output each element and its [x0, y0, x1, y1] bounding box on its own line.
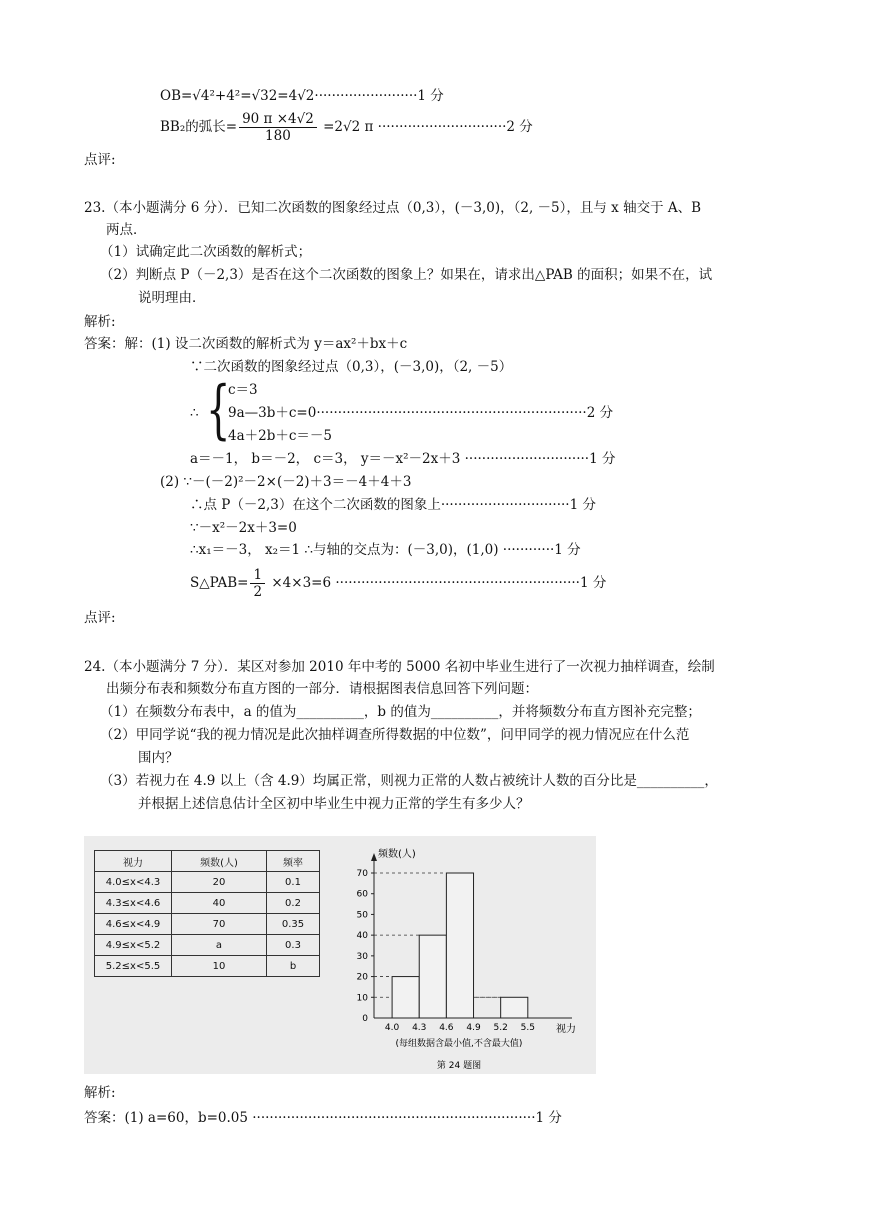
solution-score: ·····························1 分 [464, 451, 616, 467]
table-header: 频数(人) [172, 851, 267, 872]
q24-answer-score: ··································································1 分 [252, 1110, 562, 1126]
p2-line4-text: ∴x₁＝－3， x₂＝1 ∴与轴的交点为：(－3,0)，(1,0) [190, 542, 499, 558]
table-cell: b [267, 956, 320, 977]
q24-answer: 答案：(1) a=60，b=0.05 [84, 1110, 248, 1126]
table-cell: 10 [172, 956, 267, 977]
comment-2: 点评: [84, 610, 116, 626]
ob-score: ························1 分 [314, 88, 444, 104]
q23-part2b: 说明理由． [138, 290, 206, 306]
table-cell: 20 [172, 872, 267, 893]
chart-note: (每组数据含最小值,不含最大值) [395, 1039, 523, 1049]
y-tick-label: 70 [356, 869, 368, 879]
table-header: 频率 [267, 851, 320, 872]
arc-line [160, 110, 533, 144]
p2-line1: (2) ∵－(－2)²－2×(－2)＋3＝－4＋4＋3 [160, 474, 412, 490]
area-score: ·························································1 分 [335, 575, 607, 591]
q24-part2a: （2）甲同学说“我的视力情况是此次抽样调查所得数据的中位数”，问甲同学的视力情况应在什么范 [100, 727, 690, 743]
y-axis-arrow [371, 853, 377, 861]
arc-label: BB₂的弧长= [160, 119, 238, 135]
x-tick-label: 4.6 [439, 1023, 454, 1033]
table-row [95, 956, 320, 977]
q23-part1: （1）试确定此二次函数的解析式； [100, 244, 312, 260]
histogram-bar [419, 935, 446, 1018]
histogram-bar [392, 977, 419, 1018]
table-cell: 5.2≤x<5.5 [95, 956, 172, 977]
figure-24 [84, 836, 596, 1074]
table-cell: 4.6≤x<4.9 [95, 914, 172, 935]
area-rest: ×4×3=6 [271, 575, 332, 591]
table-header-row [95, 851, 320, 872]
eq1: c＝3 [228, 382, 258, 398]
table-cell: 70 [172, 914, 267, 935]
arc-fraction [239, 111, 317, 144]
p2-line4 [190, 541, 581, 559]
table-header: 视力 [95, 851, 172, 872]
table-cell: 0.3 [267, 935, 320, 956]
histogram-bar [446, 873, 473, 1018]
q24-analysis: 解析: [84, 1085, 116, 1101]
p2-line3: ∵－x²－2x＋3=0 [190, 520, 297, 536]
table-cell: 0.1 [267, 872, 320, 893]
solution: a＝－1， b＝－2， c＝3， y＝－x²－2x＋3 [190, 451, 461, 467]
table-row [95, 872, 320, 893]
p2-line2-score: ······························1 分 [440, 497, 596, 513]
table-cell: 40 [172, 893, 267, 914]
arc-score: ······························2 分 [377, 119, 533, 135]
y-tick-label: 40 [356, 931, 368, 942]
table-row [95, 893, 320, 914]
q23-since: ∵二次函数的图象经过点（0,3），(－3,0)，（2, －5） [190, 359, 513, 375]
ob-line [160, 87, 444, 105]
q24-line2: 出频分布表和频数分布直方图的一部分．请根据图表信息回答下列问题： [106, 681, 538, 697]
eq2: 9a—3b＋c=0 [228, 405, 317, 421]
q24-part2b: 围内？ [138, 750, 179, 766]
p2-line2-text: ∴点 P（－2,3）在这个二次函数的图象上 [190, 497, 441, 513]
frequency-table [94, 850, 320, 977]
solution-line [190, 450, 615, 468]
eq2-score: ·······························································2 分 [316, 405, 614, 421]
x-tick-label: 4.0 [384, 1023, 400, 1033]
table-cell: 4.9≤x<5.2 [95, 935, 172, 956]
arc-numerator: 90 π ×4√2 [239, 111, 317, 128]
q23-line1: 23.（本小题满分 6 分）．已知二次函数的图象经过点（0,3），(－3,0)，（2, －5），且与 x 轴交于 A、B [84, 200, 702, 216]
q23-part2a: （2）判断点 P（－2,3）是否在这个二次函数的图象上？如果在，请求出△PAB 的面积；如果不在，试 [100, 267, 713, 283]
histogram-bar [501, 997, 528, 1018]
q24-answer-line [84, 1109, 562, 1127]
table-cell: 4.3≤x<4.6 [95, 893, 172, 914]
x-tick-label: 5.2 [493, 1023, 508, 1033]
area-line [190, 566, 606, 600]
comment-1: 点评: [84, 152, 116, 168]
arc-result: =2√2 π [323, 119, 374, 135]
y-tick-label: 10 [356, 993, 368, 1004]
table-cell: 0.35 [267, 914, 320, 935]
q23-analysis: 解析: [84, 314, 116, 330]
y-tick-label: 50 [356, 910, 368, 921]
q23-answer: 答案：解：(1) 设二次函数的解析式为 y＝ax²＋bx＋c [84, 336, 408, 352]
y-tick-label: 20 [356, 972, 368, 983]
table-cell: 4.0≤x<4.3 [95, 872, 172, 893]
arc-denominator: 180 [265, 128, 291, 144]
x-tick-label: 4.9 [466, 1023, 481, 1033]
chart-caption: 第 24 题图 [436, 1061, 482, 1071]
eq3: 4a＋2b＋c＝－5 [228, 428, 333, 444]
y-tick-label: 30 [356, 951, 368, 962]
q24-part1: （1）在频数分布表中，a 的值为__________，b 的值为__________，并将频数分布直方图补充完整； [100, 704, 701, 720]
x-axis-label: 视力 [556, 1024, 576, 1035]
area-numerator: 1 [250, 567, 265, 584]
q24-part3b: 并根据上述信息估计全区初中毕业生中视力正常的学生有多少人？ [138, 796, 530, 812]
p2-line2 [190, 496, 596, 514]
table-cell: a [172, 935, 267, 956]
table-cell: 0.2 [267, 893, 320, 914]
q24-line1: 24.（本小题满分 7 分）．某区对参加 2010 年中考的 5000 名初中毕业生进行了一次视力抽样调查，绘制 [84, 659, 715, 675]
y-axis-label: 频数(人) [378, 849, 416, 860]
p2-line4-score: ············1 分 [502, 542, 581, 558]
area-label: S△PAB= [190, 575, 249, 591]
ob-formula: OB=√4²+4²=√32=4√2 [160, 88, 315, 104]
y-tick-label: 60 [356, 889, 368, 900]
q24-part3a: （3）若视力在 4.9 以上（含 4.9）均属正常，则视力正常的人数占被统计人数的百分比是__________， [100, 773, 718, 789]
x-tick-label: 5.5 [520, 1023, 535, 1033]
y-tick-label: 0 [362, 1014, 368, 1024]
histogram-chart [344, 840, 594, 1072]
area-fraction [250, 567, 265, 600]
table-row [95, 914, 320, 935]
table-row [95, 935, 320, 956]
q23-line2: 两点． [106, 222, 147, 238]
x-tick-label: 4.3 [412, 1023, 427, 1033]
therefore-sign: ∴ [190, 405, 199, 421]
system-brace: { [206, 373, 231, 447]
area-denominator: 2 [253, 584, 263, 600]
eq2-line [228, 404, 613, 422]
